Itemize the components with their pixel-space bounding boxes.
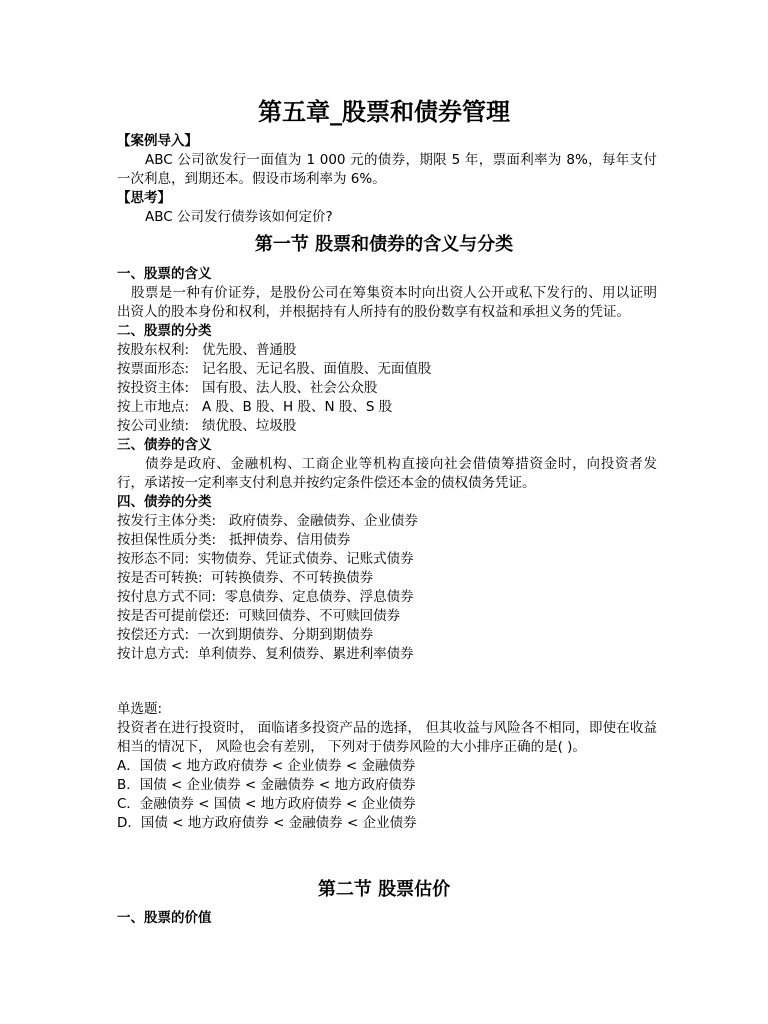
stock-class-key: 按股东权利: (117, 342, 202, 358)
chapter-title: 第五章_股票和债券管理 (258, 98, 510, 126)
section1-body (117, 265, 657, 664)
quiz-label: 单选题: (117, 701, 163, 717)
bond-class-key: 按形态不同: (117, 551, 198, 567)
bond-class-value: 可赎回债券、不可赎回债券 (238, 608, 401, 624)
stock-class-value: 国有股、法人股、社会公众股 (201, 380, 378, 396)
stock-class-key: 按投资主体: (117, 380, 202, 396)
section1-title: 第一节 股票和债券的含义与分类 (254, 234, 514, 255)
quiz-option-a: A．国债 < 地方政府债券 < 企业债券 < 金融债券 (117, 758, 416, 774)
stock-class-key: 按公司业绩: (117, 418, 202, 434)
section2-body (117, 909, 657, 928)
stock-class-value: A 股、B 股、H 股、N 股、S 股 (201, 399, 393, 415)
stock-class-list (117, 341, 657, 436)
quiz-option-c: C．金融债券 < 国债 < 地方政府债券 < 企业债券 (117, 796, 416, 812)
bond-class-key: 按是否可转换: (117, 570, 212, 586)
bond-class-item (117, 588, 657, 607)
bond-class-value: 抵押债券、信用债券 (228, 532, 351, 548)
think-text: ABC 公司发行债券该如何定价? (145, 209, 333, 225)
bond-class-value: 政府债券、金融债券、企业债券 (228, 513, 418, 529)
bond-class-key: 按计息方式: (117, 646, 198, 662)
stock-class-heading: 二、股票的分类 (117, 323, 212, 339)
stock-class-item (117, 341, 657, 360)
bond-class-key: 按担保性质分类: (117, 532, 229, 548)
bond-class-item (117, 607, 657, 626)
bond-class-heading: 四、债券的分类 (117, 494, 212, 510)
stock-class-item (117, 360, 657, 379)
bond-class-key: 按偿还方式: (117, 627, 198, 643)
bond-class-item (117, 531, 657, 550)
bond-class-value: 零息债券、定息债券、浮息债券 (224, 589, 414, 605)
stock-class-key: 按上市地点: (117, 399, 202, 415)
quiz-block (117, 700, 657, 833)
stock-meaning-text: 股票是一种有价证券，是股份公司在筹集资本时向出资人公开或私下发行的、用以证明出资人的股本身份和权利，并根据持有人所持有的股份数享有权益和承担义务的凭证。 (117, 285, 657, 320)
stock-class-key: 按票面形态: (117, 361, 202, 377)
stock-class-item (117, 417, 657, 436)
bond-class-item (117, 550, 657, 569)
bond-class-value: 实物债券、凭证式债券、记账式债券 (197, 551, 414, 567)
quiz-question: 投资者在进行投资时， 面临诸多投资产品的选择， 但其收益与风险各不相同，即使在收益相当的情况下， 风险也会有差别， 下列对于债券风险的大小排序正确的是( )。 (117, 720, 657, 755)
stock-class-item (117, 379, 657, 398)
stock-class-value: 绩优股、垃圾股 (201, 418, 297, 434)
stock-class-value: 记名股、无记名股、面值股、无面值股 (201, 361, 432, 377)
bond-class-key: 按付息方式不同: (117, 589, 225, 605)
think-heading: 【思考】 (117, 190, 171, 206)
bond-class-item (117, 569, 657, 588)
bond-class-value: 可转换债券、不可转换债券 (211, 570, 374, 586)
bond-meaning-heading: 三、债券的含义 (117, 437, 212, 453)
bond-class-item (117, 512, 657, 531)
stock-class-item (117, 398, 657, 417)
bond-class-item (117, 645, 657, 664)
case-intro (117, 132, 657, 227)
bond-class-value: 单利债券、复利债券、累进利率债券 (197, 646, 414, 662)
case-heading: 【案例导入】 (117, 133, 198, 149)
stock-meaning-heading: 一、股票的含义 (117, 266, 212, 282)
bond-class-item (117, 626, 657, 645)
section2-title: 第二节 股票估价 (317, 879, 451, 900)
quiz-option-d: D．国债 < 地方政府债券 < 金融债券 < 企业债券 (117, 815, 417, 831)
bond-class-list (117, 512, 657, 664)
bond-class-key: 按发行主体分类: (117, 513, 229, 529)
bond-class-key: 按是否可提前偿还: (117, 608, 239, 624)
bond-meaning-text: 债券是政府、金融机构、工商企业等机构直接向社会借债筹措资金时，向投资者发行，承诺按一定利率支付利息并按约定条件偿还本金的债权债务凭证。 (117, 456, 657, 491)
bond-class-value: 一次到期债券、分期到期债券 (197, 627, 374, 643)
stock-value-heading: 一、股票的价值 (117, 910, 212, 926)
stock-class-value: 优先股、普通股 (201, 342, 297, 358)
case-text: ABC 公司欲发行一面值为 1 000 元的债券，期限 5 年，票面利率为 8%，每年支付一次利息，到期还本。假设市场利率为 6%。 (117, 152, 657, 187)
quiz-option-b: B．国债 < 企业债券 < 金融债券 < 地方政府债券 (117, 777, 416, 793)
